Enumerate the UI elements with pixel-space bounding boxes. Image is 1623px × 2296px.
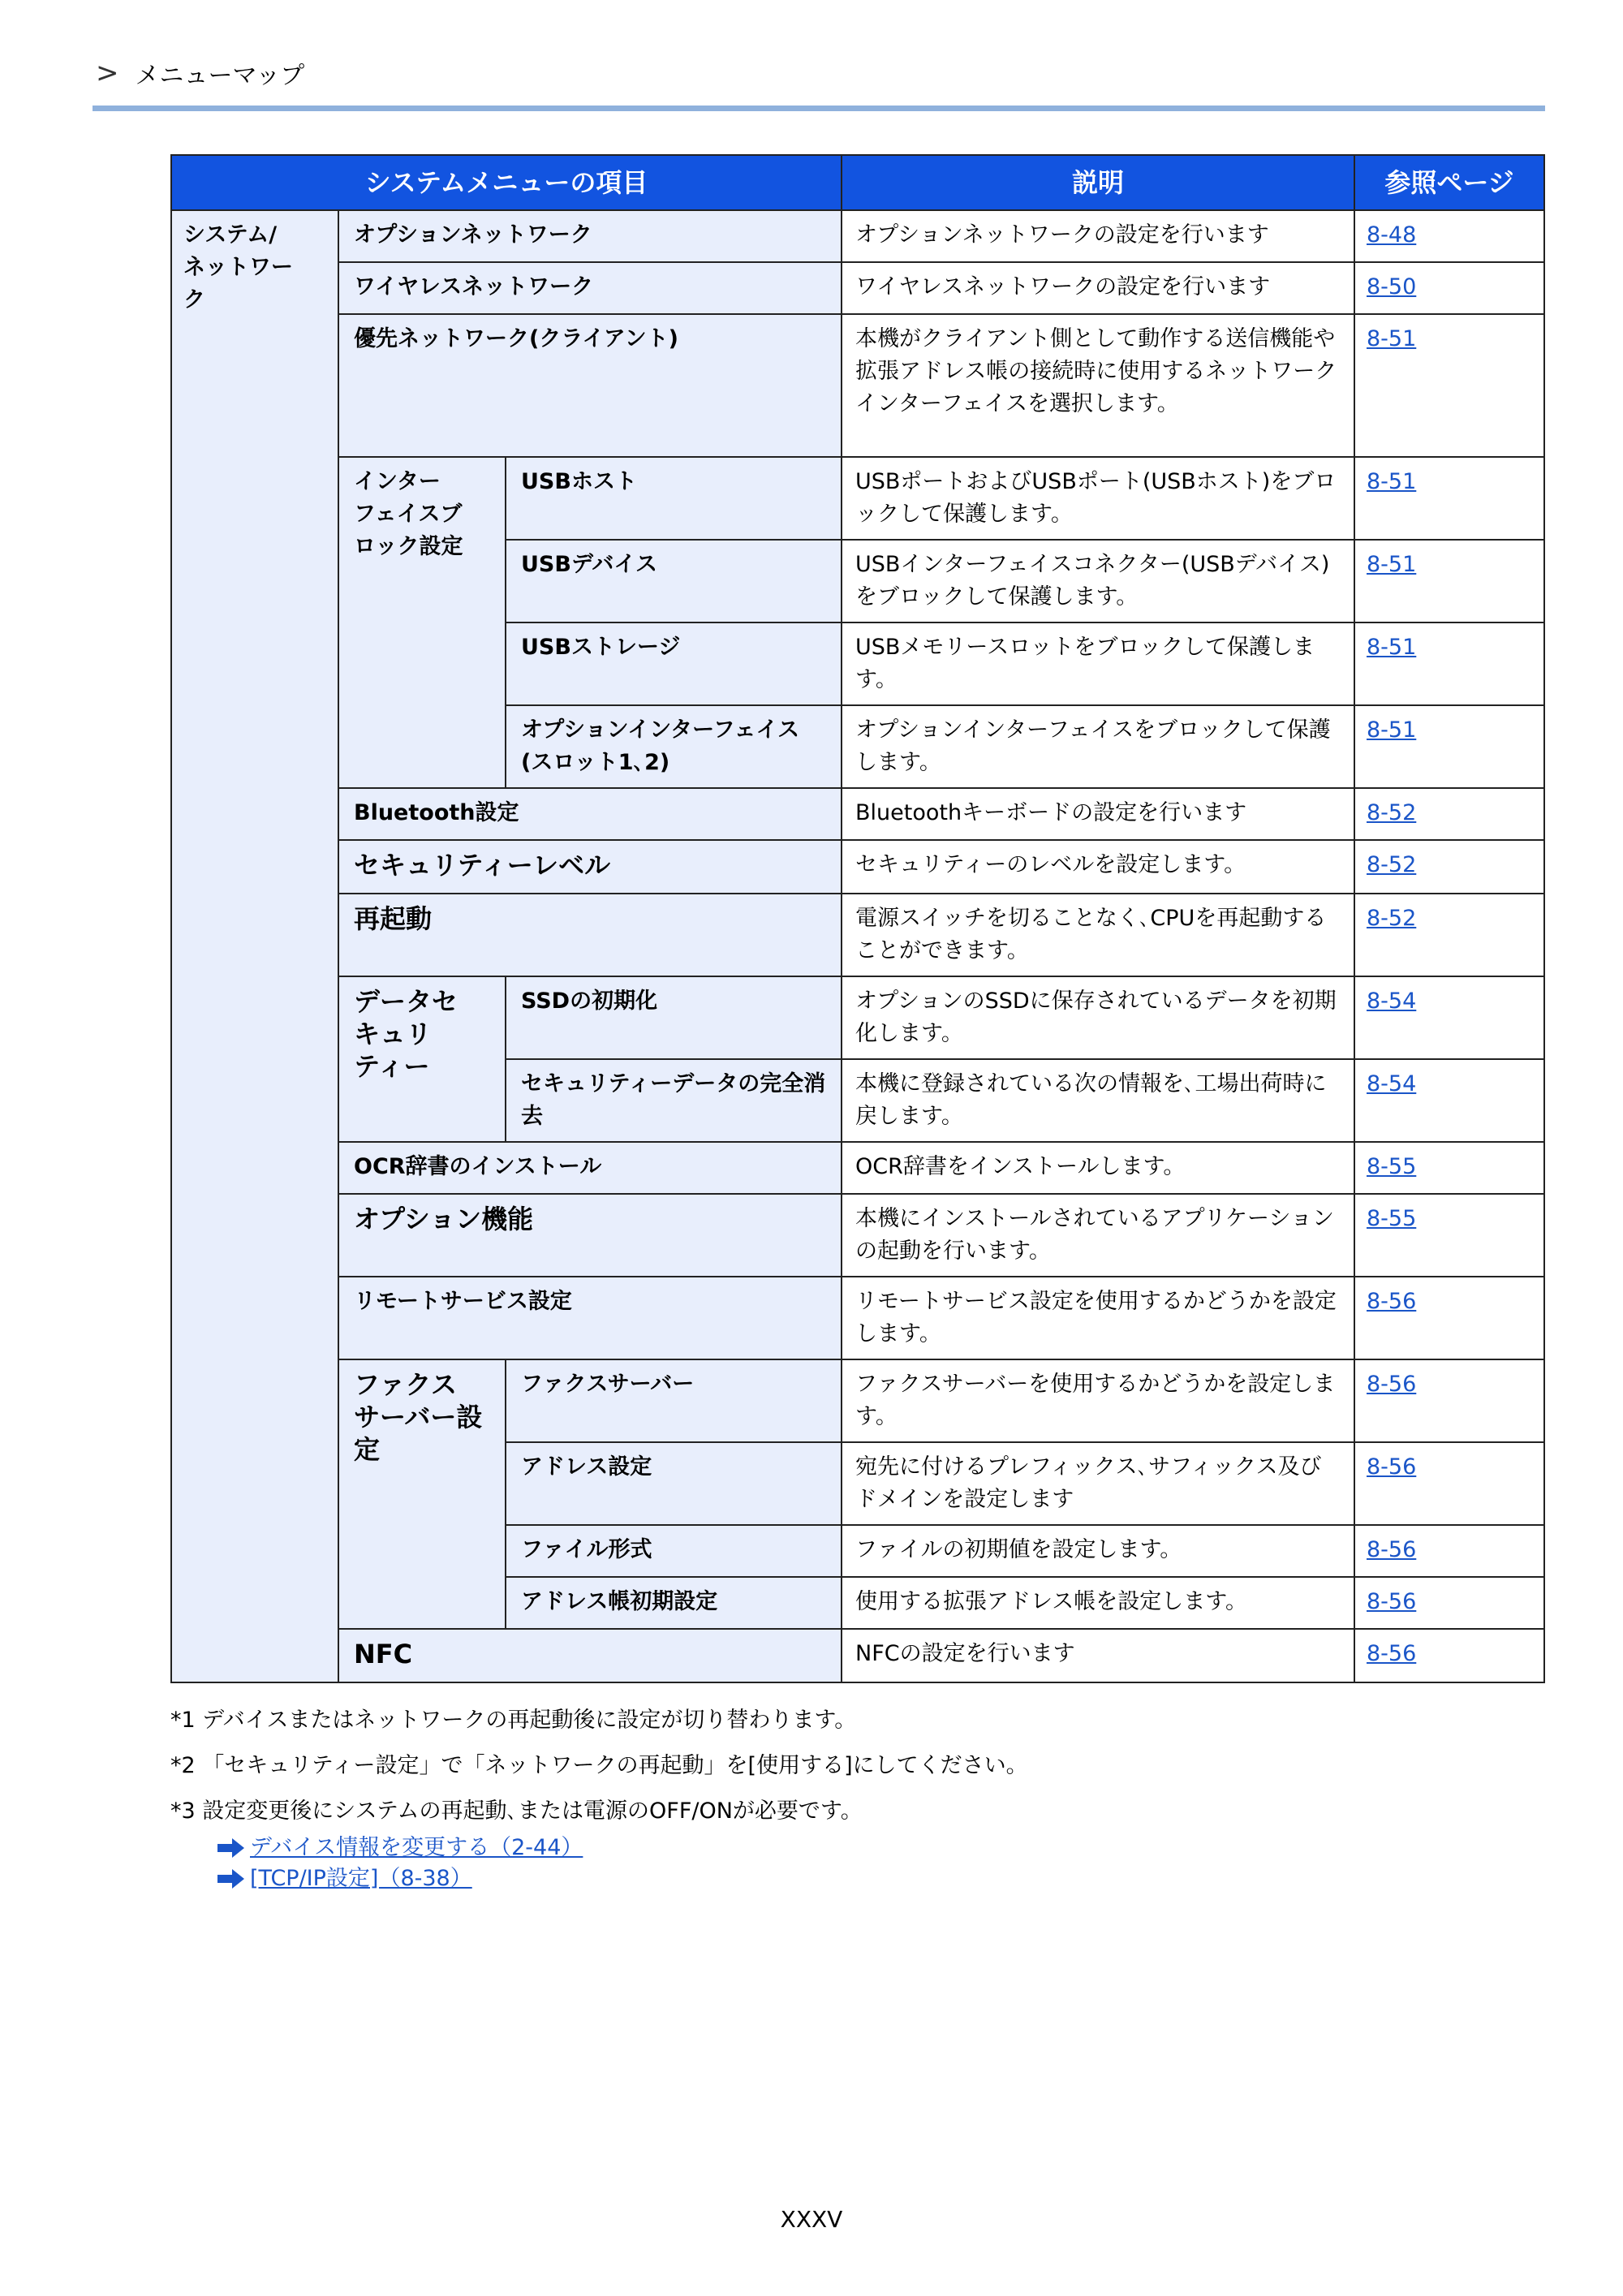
menu-item-description: OCR辞書をインストールします。 xyxy=(842,1142,1354,1194)
page-reference-link[interactable]: 8-48 xyxy=(1367,222,1417,248)
table-row xyxy=(171,1194,1544,1277)
device-info-link-text[interactable]: デバイス情報を変更する（2-44） xyxy=(250,1835,583,1860)
page-reference-link[interactable]: 8-52 xyxy=(1367,906,1417,931)
menu-item: NFC xyxy=(338,1629,842,1682)
menu-item: ワイヤレスネットワーク xyxy=(338,262,842,314)
menu-item: Bluetooth設定 xyxy=(338,788,842,840)
menu-item-description: オプションのSSDに保存されているデータを初期化します。 xyxy=(842,976,1354,1059)
page-reference-link[interactable]: 8-52 xyxy=(1367,852,1417,877)
menu-item-description: 電源スイッチを切ることなく､CPUを再起動することができます。 xyxy=(842,894,1354,976)
table-row xyxy=(171,262,1544,314)
system-menu-table xyxy=(170,154,1545,1683)
page-reference-link[interactable]: 8-51 xyxy=(1367,469,1417,494)
menu-subitem: アドレス帳初期設定 xyxy=(506,1577,842,1629)
chevron-right-icon: > xyxy=(96,57,119,89)
table-row xyxy=(171,1142,1544,1194)
menu-item: OCR辞書のインストール xyxy=(338,1142,842,1194)
menu-item-description: 本機に登録されている次の情報を､工場出荷時に戻します。 xyxy=(842,1059,1354,1142)
footnotes xyxy=(170,1704,1028,1894)
table-row xyxy=(171,894,1544,976)
menu-subgroup-fax-server: ファクス サーバー設 定 xyxy=(338,1359,506,1629)
menu-subgroup-data-security: データセ キュリ ティー xyxy=(338,976,506,1142)
menu-subitem: USBホスト xyxy=(506,457,842,540)
page-reference-link[interactable]: 8-54 xyxy=(1367,1071,1417,1096)
menu-item-description: ワイヤレスネットワークの設定を行います xyxy=(842,262,1354,314)
page-reference-link[interactable]: 8-56 xyxy=(1367,1537,1417,1562)
arrow-right-icon xyxy=(217,1837,245,1859)
page-header xyxy=(96,55,304,91)
menu-item: 優先ネットワーク(クライアント) xyxy=(338,314,842,457)
menu-subitem: セキュリティーデータの完全消去 xyxy=(506,1059,842,1142)
tcpip-settings-link-text[interactable]: [TCP/IP設定]（8-38） xyxy=(250,1866,472,1891)
menu-subitem: USBデバイス xyxy=(506,540,842,622)
footnote-1: *1 デバイスまたはネットワークの再起動後に設定が切り替わります。 xyxy=(170,1708,857,1733)
menu-subitem: アドレス設定 xyxy=(506,1442,842,1525)
menu-item-description: USBインターフェイスコネクター(USBデバイス)をブロックして保護します。 xyxy=(842,540,1354,622)
table-row xyxy=(171,788,1544,840)
page-header-title: メニューマップ xyxy=(135,62,305,90)
column-header-description: 説明 xyxy=(842,155,1354,210)
menu-item: オプションネットワーク xyxy=(338,210,842,262)
page-reference-link[interactable]: 8-56 xyxy=(1367,1372,1417,1397)
footnote-2: *2 「セキュリティー設定」で「ネットワークの再起動」を[使用する]にしてください。 xyxy=(170,1753,1028,1778)
table-row xyxy=(171,1277,1544,1359)
page-reference-link[interactable]: 8-56 xyxy=(1367,1589,1417,1614)
menu-subitem: USBストレージ xyxy=(506,622,842,705)
menu-subitem: オプションインターフェイス(スロット1､2) xyxy=(506,705,842,788)
footnote-3: *3 設定変更後にシステムの再起動､または電源のOFF/ONが必要です。 xyxy=(170,1798,863,1824)
menu-item-description: NFCの設定を行います xyxy=(842,1629,1354,1682)
menu-item-description: リモートサービス設定を使用するかどうかを設定します。 xyxy=(842,1277,1354,1359)
menu-item-description: オプションインターフェイスをブロックして保護します。 xyxy=(842,705,1354,788)
table-row xyxy=(171,457,1544,540)
menu-item: リモートサービス設定 xyxy=(338,1277,842,1359)
menu-item-description: Bluetoothキーボードの設定を行います xyxy=(842,788,1354,840)
menu-subitem: ファイル形式 xyxy=(506,1525,842,1577)
table-header-row xyxy=(171,155,1544,210)
page-reference-link[interactable]: 8-51 xyxy=(1367,717,1417,743)
menu-item-description: USBメモリースロットをブロックして保護します。 xyxy=(842,622,1354,705)
table-row xyxy=(171,840,1544,894)
page-reference-link[interactable]: 8-52 xyxy=(1367,800,1417,825)
menu-item-description: ファクスサーバーを使用するかどうかを設定します。 xyxy=(842,1359,1354,1442)
page-reference-link[interactable]: 8-55 xyxy=(1367,1154,1417,1179)
menu-item-description: USBポートおよびUSBポート(USBホスト)をブロックして保護します。 xyxy=(842,457,1354,540)
menu-item: オプション機能 xyxy=(338,1194,842,1277)
table-row xyxy=(171,314,1544,457)
menu-subgroup-interface-block: インター フェイスブ ロック設定 xyxy=(338,457,506,788)
menu-item-description: 使用する拡張アドレス帳を設定します。 xyxy=(842,1577,1354,1629)
page-number: XXXV xyxy=(780,2206,843,2233)
menu-item-description: セキュリティーのレベルを設定します。 xyxy=(842,840,1354,894)
menu-subitem: ファクスサーバー xyxy=(506,1359,842,1442)
page-reference-link[interactable]: 8-51 xyxy=(1367,326,1417,351)
menu-item-description: オプションネットワークの設定を行います xyxy=(842,210,1354,262)
table-row xyxy=(171,210,1544,262)
page-reference-link[interactable]: 8-56 xyxy=(1367,1454,1417,1480)
page-reference-link[interactable]: 8-51 xyxy=(1367,635,1417,660)
menu-item-description: 宛先に付けるプレフィックス､サフィックス及びドメインを設定します xyxy=(842,1442,1354,1525)
group-label-system-network: システム/ ネットワー ク xyxy=(171,210,338,1682)
header-rule xyxy=(93,106,1545,111)
page-reference-link[interactable]: 8-51 xyxy=(1367,552,1417,577)
table-row xyxy=(171,976,1544,1059)
device-info-link[interactable] xyxy=(217,1833,1028,1863)
menu-item-description: 本機がクライアント側として動作する送信機能や拡張アドレス帳の接続時に使用するネットワークインターフェイスを選択します。 xyxy=(842,314,1354,457)
table-row xyxy=(171,1629,1544,1682)
page-reference-link[interactable]: 8-54 xyxy=(1367,989,1417,1014)
menu-item: セキュリティーレベル xyxy=(338,840,842,894)
column-header-item: システムメニューの項目 xyxy=(171,155,842,210)
page-reference-link[interactable]: 8-56 xyxy=(1367,1289,1417,1314)
menu-item: 再起動 xyxy=(338,894,842,976)
menu-item-description: ファイルの初期値を設定します。 xyxy=(842,1525,1354,1577)
menu-subitem: SSDの初期化 xyxy=(506,976,842,1059)
reference-links xyxy=(170,1833,1028,1894)
arrow-right-icon xyxy=(217,1868,245,1889)
menu-item-description: 本機にインストールされているアプリケーションの起動を行います。 xyxy=(842,1194,1354,1277)
column-header-reference: 参照ページ xyxy=(1354,155,1544,210)
page-reference-link[interactable]: 8-56 xyxy=(1367,1641,1417,1666)
tcpip-settings-link[interactable] xyxy=(217,1863,1028,1894)
table-row xyxy=(171,1359,1544,1442)
page-reference-link[interactable]: 8-50 xyxy=(1367,274,1417,299)
page-reference-link[interactable]: 8-55 xyxy=(1367,1206,1417,1231)
